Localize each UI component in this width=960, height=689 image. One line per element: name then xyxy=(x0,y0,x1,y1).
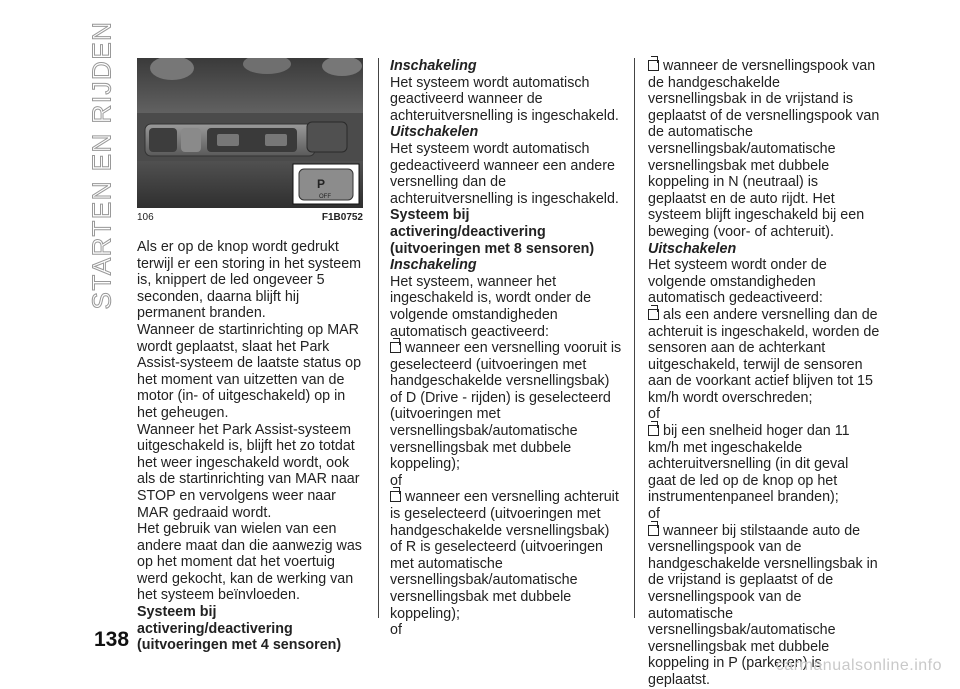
column-3 xyxy=(648,58,880,689)
paragraph: Als er op de knop wordt gedrukt terwijl er een storing in het systeem is, knippert de led ongeveer 5 seconden, daarna blijft hij permanent branden. xyxy=(137,239,362,322)
dashboard-photo xyxy=(137,58,363,208)
subheading: Uitschakelen xyxy=(390,124,479,141)
chapter-title xyxy=(82,20,122,310)
bullet-text: als een andere versnelling dan de achteruit is ingeschakeld, worden de sensoren aan de achterkant uitgeschakeld, terwijl de sensoren aan de voorkant actief blijven tot 15 km/h wordt overschreden; xyxy=(648,306,880,406)
bullet-item xyxy=(648,307,880,407)
subheading: Inschakeling xyxy=(390,58,477,74)
paragraph: Wanneer de startinrichting op MAR wordt geplaatst, slaat het Park Assist-systeem de laatste status op het moment van uitzetten van de motor (in- of uitgeschakeld) op in het geheugen. xyxy=(137,321,362,421)
figure-id: 106 xyxy=(137,212,154,223)
bullet-text: wanneer bij stilstaande auto de versnellingspook van de handgeschakelde versnellingsbak in de vrijstand is geplaatst of de versnellingspook van de automatische versnellingsbak/automatische versnellingsbak met dubbele koppeling in P (parkeren) is geplaatst. xyxy=(648,522,878,688)
or-text: of xyxy=(648,506,660,523)
checkbox-bullet-icon xyxy=(648,425,659,436)
paragraph: Het systeem, wanneer het ingeschakeld is, wordt onder de volgende omstandigheden automatisch geactiveerd: xyxy=(390,273,592,340)
checkbox-bullet-icon xyxy=(390,491,401,502)
subheading: Uitschakelen xyxy=(648,240,737,257)
column-2 xyxy=(390,58,622,639)
off-label: OFF xyxy=(319,194,331,200)
paragraph: Het systeem wordt onder de volgende omstandigheden automatisch gedeactiveerd: xyxy=(648,257,827,307)
bullet-text: wanneer de versnellingspook van de handgeschakelde versnellingsbak in de vrijstand is geplaatst of de versnellingspook van de automatische versnellingsbak/automatische versnellingsbak met dubbele koppeling in N (neutraal) is geplaatst en de auto rijdt. Het systeem blijft ingeschakeld bij een beweging (voor- of achteruit). xyxy=(648,58,880,240)
bullet-item xyxy=(648,423,880,506)
bullet-item xyxy=(390,489,622,622)
bullet-text: wanneer een versnelling achteruit is geselecteerd (uitvoeringen met handgeschakelde versnellingsbak) of R is geselecteerd (uitvoeringen met automatische versnellingsbak/automatische versnellingsbak met dubbele koppeling); xyxy=(390,489,619,622)
or-text: of xyxy=(390,622,402,639)
section-heading: Systeem bij activering/deactivering (uitvoeringen met 4 sensoren) xyxy=(137,604,342,654)
p-button-label: P xyxy=(317,177,326,191)
checkbox-bullet-icon xyxy=(648,309,659,320)
paragraph: Het gebruik van wielen van een andere maat dan die aanwezig was op het moment dat het voertuig werd gekocht, kan de werking van het systeem beïnvloeden. xyxy=(137,521,362,604)
paragraph: Wanneer het Park Assist-systeem uitgeschakeld is, blijft het zo totdat het weer ingeschakeld wordt, ook als de startinrichting van MAR naar STOP en vervolgens weer naar MAR gedraaid wordt. xyxy=(137,421,360,521)
paragraph: Het systeem wordt automatisch gedeactiveerd wanneer een andere versnelling dan de achteruitversnelling is ingeschakeld. xyxy=(390,140,619,207)
checkbox-bullet-icon xyxy=(390,342,401,353)
column-divider xyxy=(378,58,379,618)
page-number: 138 xyxy=(94,628,130,651)
or-text: of xyxy=(648,406,660,423)
checkbox-bullet-icon xyxy=(648,60,659,71)
figure-park-assist-button xyxy=(137,58,363,208)
column-1 xyxy=(137,239,365,654)
checkbox-bullet-icon xyxy=(648,525,659,536)
bullet-item xyxy=(390,340,622,473)
or-text: of xyxy=(390,472,402,489)
column-divider xyxy=(634,58,635,618)
figure-code: F1B0752 xyxy=(321,212,363,223)
subheading: Inschakeling xyxy=(390,257,477,274)
paragraph: Het systeem wordt automatisch geactiveerd wanneer de achteruitversnelling is ingeschakeld. xyxy=(390,74,619,124)
section-heading: Systeem bij activering/deactivering (uitvoeringen met 8 sensoren) xyxy=(390,207,595,257)
chapter-title-text: STARTEN EN RIJDEN xyxy=(86,20,117,310)
watermark: carmanualsonline.info xyxy=(775,657,942,674)
bullet-text: bij een snelheid hoger dan 11 km/h met ingeschakelde achteruitversnelling (in dit geval gaat de led op de knop op het instrumentenpaneel branden); xyxy=(648,423,850,506)
bullet-text: wanneer een versnelling vooruit is geselecteerd (uitvoeringen met handgeschakelde versnellingsbak) of D (Drive - rijden) is geselecteerd (uitvoeringen met versnellingsbak/automatische versnellingsbak met dubbele koppeling); xyxy=(390,340,622,473)
bullet-item xyxy=(648,58,880,241)
